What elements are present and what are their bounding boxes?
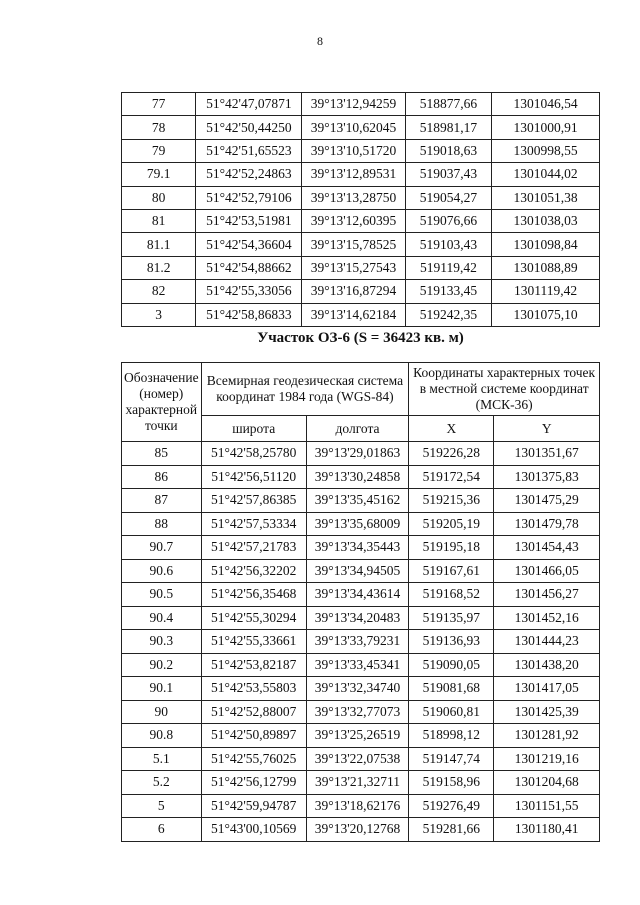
latitude-cell: 51°42'55,76025 [201, 747, 306, 771]
latitude-cell: 51°42'51,65523 [196, 139, 302, 162]
y-cell: 1301180,41 [494, 818, 600, 842]
x-cell: 519205,19 [409, 512, 494, 536]
y-cell: 1301119,42 [492, 280, 600, 303]
page-number: 8 [317, 34, 323, 48]
table-row [122, 489, 600, 513]
y-cell: 1301088,89 [492, 256, 600, 279]
latitude-cell: 51°42'57,53334 [201, 512, 306, 536]
longitude-cell: 39°13'25,26519 [306, 724, 409, 748]
longitude-cell: 39°13'22,07538 [306, 747, 409, 771]
table-row [122, 512, 600, 536]
x-cell: 519103,43 [405, 233, 492, 256]
latitude-cell: 51°42'53,82187 [201, 653, 306, 677]
table-row [122, 724, 600, 748]
y-cell: 1301098,84 [492, 233, 600, 256]
point-id-cell: 90.1 [122, 677, 202, 701]
header-local: Координаты характерных точек в местной системе координат (МСК-36) [409, 363, 600, 416]
longitude-cell: 39°13'18,62176 [306, 794, 409, 818]
header-x: X [409, 416, 494, 442]
y-cell: 1301375,83 [494, 465, 600, 489]
table-row [122, 280, 600, 303]
table-row [122, 583, 600, 607]
y-cell: 1301417,05 [494, 677, 600, 701]
section-title: Участок ОЗ-6 (S = 36423 кв. м) [257, 330, 464, 346]
longitude-cell: 39°13'35,45162 [306, 489, 409, 513]
point-id-cell: 85 [122, 442, 202, 466]
x-cell: 519076,66 [405, 209, 492, 232]
y-cell: 1301479,78 [494, 512, 600, 536]
x-cell: 519242,35 [405, 303, 492, 326]
table-header-row [122, 363, 600, 416]
point-id-cell: 81.2 [122, 256, 196, 279]
x-cell: 519281,66 [409, 818, 494, 842]
table-row [122, 794, 600, 818]
latitude-cell: 51°42'54,36604 [196, 233, 302, 256]
header-latitude: широта [201, 416, 306, 442]
y-cell: 1301454,43 [494, 536, 600, 560]
y-cell: 1301351,67 [494, 442, 600, 466]
longitude-cell: 39°13'32,77073 [306, 700, 409, 724]
latitude-cell: 51°42'52,79106 [196, 186, 302, 209]
latitude-cell: 51°42'50,89897 [201, 724, 306, 748]
x-cell: 519147,74 [409, 747, 494, 771]
longitude-cell: 39°13'35,68009 [306, 512, 409, 536]
x-cell: 519054,27 [405, 186, 492, 209]
coordinates-table-continued [121, 92, 600, 327]
longitude-cell: 39°13'14,62184 [302, 303, 405, 326]
table-row [122, 747, 600, 771]
y-cell: 1301456,27 [494, 583, 600, 607]
header-longitude: долгота [306, 416, 409, 442]
x-cell: 519158,96 [409, 771, 494, 795]
x-cell: 519037,43 [405, 163, 492, 186]
table-row [122, 653, 600, 677]
x-cell: 518998,12 [409, 724, 494, 748]
x-cell: 519135,97 [409, 606, 494, 630]
header-wgs: Всемирная геодезическая система координат 1984 года (WGS-84) [201, 363, 409, 416]
point-id-cell: 90.7 [122, 536, 202, 560]
latitude-cell: 51°42'59,94787 [201, 794, 306, 818]
point-id-cell: 80 [122, 186, 196, 209]
point-id-cell: 78 [122, 116, 196, 139]
x-cell: 519081,68 [409, 677, 494, 701]
point-id-cell: 79 [122, 139, 196, 162]
point-id-cell: 6 [122, 818, 202, 842]
latitude-cell: 51°42'55,33661 [201, 630, 306, 654]
latitude-cell: 51°42'54,88662 [196, 256, 302, 279]
y-cell: 1301038,03 [492, 209, 600, 232]
longitude-cell: 39°13'10,62045 [302, 116, 405, 139]
longitude-cell: 39°13'16,87294 [302, 280, 405, 303]
table-row [122, 139, 600, 162]
latitude-cell: 51°42'53,55803 [201, 677, 306, 701]
table-row [122, 536, 600, 560]
x-cell: 518877,66 [405, 93, 492, 116]
longitude-cell: 39°13'15,78525 [302, 233, 405, 256]
table-row [122, 559, 600, 583]
latitude-cell: 51°42'56,35468 [201, 583, 306, 607]
point-id-cell: 79.1 [122, 163, 196, 186]
latitude-cell: 51°42'50,44250 [196, 116, 302, 139]
longitude-cell: 39°13'32,34740 [306, 677, 409, 701]
y-cell: 1301466,05 [494, 559, 600, 583]
point-id-cell: 77 [122, 93, 196, 116]
longitude-cell: 39°13'13,28750 [302, 186, 405, 209]
table-row [122, 606, 600, 630]
header-point: Обозначение (номер) характерной точки [122, 363, 202, 442]
y-cell: 1301051,38 [492, 186, 600, 209]
coordinates-table-oz6 [121, 362, 600, 842]
point-id-cell: 81 [122, 209, 196, 232]
latitude-cell: 51°42'52,24863 [196, 163, 302, 186]
x-cell: 519060,81 [409, 700, 494, 724]
longitude-cell: 39°13'34,35443 [306, 536, 409, 560]
y-cell: 1301044,02 [492, 163, 600, 186]
longitude-cell: 39°13'20,12768 [306, 818, 409, 842]
table-body [122, 363, 600, 842]
table-row [122, 630, 600, 654]
point-id-cell: 3 [122, 303, 196, 326]
point-id-cell: 86 [122, 465, 202, 489]
table-row [122, 233, 600, 256]
table-row [122, 116, 600, 139]
header-y: Y [494, 416, 600, 442]
longitude-cell: 39°13'12,94259 [302, 93, 405, 116]
table-row [122, 677, 600, 701]
longitude-cell: 39°13'12,60395 [302, 209, 405, 232]
latitude-cell: 51°42'55,33056 [196, 280, 302, 303]
table-row [122, 93, 600, 116]
longitude-cell: 39°13'34,94505 [306, 559, 409, 583]
x-cell: 519136,93 [409, 630, 494, 654]
table-row [122, 700, 600, 724]
longitude-cell: 39°13'15,27543 [302, 256, 405, 279]
x-cell: 519167,61 [409, 559, 494, 583]
x-cell: 519119,42 [405, 256, 492, 279]
x-cell: 519195,18 [409, 536, 494, 560]
x-cell: 519172,54 [409, 465, 494, 489]
latitude-cell: 51°42'58,25780 [201, 442, 306, 466]
table-row [122, 771, 600, 795]
latitude-cell: 51°42'56,51120 [201, 465, 306, 489]
longitude-cell: 39°13'34,20483 [306, 606, 409, 630]
y-cell: 1301046,54 [492, 93, 600, 116]
point-id-cell: 5.1 [122, 747, 202, 771]
y-cell: 1301444,23 [494, 630, 600, 654]
x-cell: 519090,05 [409, 653, 494, 677]
point-id-cell: 90.8 [122, 724, 202, 748]
point-id-cell: 82 [122, 280, 196, 303]
table-row [122, 256, 600, 279]
x-cell: 519018,63 [405, 139, 492, 162]
longitude-cell: 39°13'30,24858 [306, 465, 409, 489]
table-row [122, 303, 600, 326]
y-cell: 1301151,55 [494, 794, 600, 818]
latitude-cell: 51°42'57,21783 [201, 536, 306, 560]
latitude-cell: 51°42'52,88007 [201, 700, 306, 724]
point-id-cell: 81.1 [122, 233, 196, 256]
longitude-cell: 39°13'10,51720 [302, 139, 405, 162]
table-row [122, 465, 600, 489]
point-id-cell: 87 [122, 489, 202, 513]
y-cell: 1301219,16 [494, 747, 600, 771]
point-id-cell: 90.3 [122, 630, 202, 654]
x-cell: 519168,52 [409, 583, 494, 607]
point-id-cell: 5.2 [122, 771, 202, 795]
x-cell: 519215,36 [409, 489, 494, 513]
latitude-cell: 51°42'56,12799 [201, 771, 306, 795]
longitude-cell: 39°13'33,45341 [306, 653, 409, 677]
y-cell: 1301425,39 [494, 700, 600, 724]
longitude-cell: 39°13'34,43614 [306, 583, 409, 607]
point-id-cell: 90.5 [122, 583, 202, 607]
longitude-cell: 39°13'33,79231 [306, 630, 409, 654]
point-id-cell: 90.4 [122, 606, 202, 630]
table-row [122, 209, 600, 232]
table-row [122, 163, 600, 186]
point-id-cell: 88 [122, 512, 202, 536]
y-cell: 1300998,55 [492, 139, 600, 162]
x-cell: 518981,17 [405, 116, 492, 139]
y-cell: 1301438,20 [494, 653, 600, 677]
y-cell: 1301075,10 [492, 303, 600, 326]
latitude-cell: 51°42'56,32202 [201, 559, 306, 583]
x-cell: 519133,45 [405, 280, 492, 303]
point-id-cell: 90 [122, 700, 202, 724]
table-row [122, 186, 600, 209]
longitude-cell: 39°13'21,32711 [306, 771, 409, 795]
point-id-cell: 90.6 [122, 559, 202, 583]
table-row [122, 818, 600, 842]
y-cell: 1301475,29 [494, 489, 600, 513]
latitude-cell: 51°42'53,51981 [196, 209, 302, 232]
x-cell: 519276,49 [409, 794, 494, 818]
y-cell: 1301000,91 [492, 116, 600, 139]
latitude-cell: 51°42'47,07871 [196, 93, 302, 116]
longitude-cell: 39°13'12,89531 [302, 163, 405, 186]
latitude-cell: 51°42'55,30294 [201, 606, 306, 630]
latitude-cell: 51°42'57,86385 [201, 489, 306, 513]
y-cell: 1301204,68 [494, 771, 600, 795]
latitude-cell: 51°42'58,86833 [196, 303, 302, 326]
x-cell: 519226,28 [409, 442, 494, 466]
table-row [122, 442, 600, 466]
y-cell: 1301452,16 [494, 606, 600, 630]
latitude-cell: 51°43'00,10569 [201, 818, 306, 842]
longitude-cell: 39°13'29,01863 [306, 442, 409, 466]
table-body [122, 93, 600, 327]
y-cell: 1301281,92 [494, 724, 600, 748]
point-id-cell: 90.2 [122, 653, 202, 677]
point-id-cell: 5 [122, 794, 202, 818]
